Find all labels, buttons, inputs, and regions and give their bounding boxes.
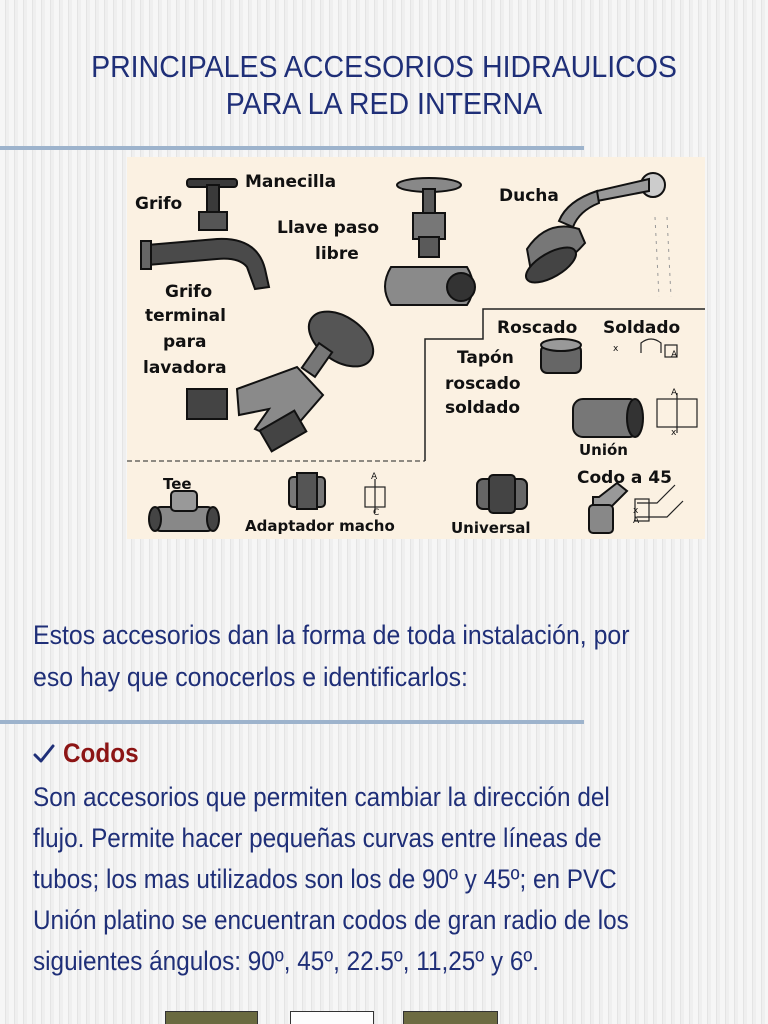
section-title: Codos [63,738,139,768]
tee-drawing [149,491,219,531]
universal-union-drawing [477,475,527,513]
intro-line-1: Estos accesorios dan la forma de toda instalación, por [33,620,630,650]
label-ducha: Ducha [499,186,559,206]
intro-line-2: eso hay que conocerlos e identificarlos: [33,662,468,692]
gate-valve-drawing [385,178,475,305]
body-line-5: siguientes ángulos: 90º, 45º, 22.5º, 11,25º y 6º. [33,946,539,976]
label-lavadora-1: Grifo [165,282,213,302]
fittings-drawing [127,157,705,539]
label-codo-45: Codo a 45 [577,468,672,488]
dim-label-a-3: A [371,472,378,482]
label-soldado: Soldado [603,318,681,338]
divider-middle [0,720,584,724]
label-grifo: Grifo [135,194,183,214]
label-universal: Universal [451,519,531,537]
label-roscado: Roscado [497,318,578,338]
cap-drawing [541,339,581,373]
dim-label-x-1: x [613,344,619,354]
thumbnail-image-1 [165,1011,258,1024]
title-line-2: PARA LA RED INTERNA [225,86,543,121]
label-tee: Tee [163,475,192,493]
male-adapter-drawing [289,473,325,509]
dim-label-a-2: A [671,388,678,398]
body-line-3: tubos; los mas utilizados son los de 90º y 45º; en PVC [33,864,617,894]
dim-label-c: C [373,508,380,518]
dim-label-x-3: x [633,506,639,516]
union-drawing [573,399,643,437]
elbow-45-drawing [589,483,627,533]
label-tapon-1: Tapón [457,348,514,368]
thumbnail-image-2 [290,1011,374,1024]
intro-paragraph [33,614,686,698]
label-union: Unión [579,441,628,459]
label-manecilla: Manecilla [245,172,337,192]
label-tapon-3: soldado [445,398,521,418]
title-line-1: PRINCIPALES ACCESORIOS HIDRAULICOS [91,49,677,84]
divider-top [0,146,584,150]
label-lavadora-4: lavadora [143,358,227,378]
thumbnail-image-3 [403,1011,498,1024]
dim-label-x-2: x [671,428,677,438]
body-line-1: Son accesorios que permiten cambiar la dirección del [33,782,610,812]
checkmark-icon [33,743,55,765]
label-llave-libre: libre [315,244,359,264]
slide-title [31,48,738,122]
label-tapon-2: roscado [445,374,521,394]
label-adaptador: Adaptador macho [245,517,395,535]
label-llave-paso: Llave paso [277,218,380,238]
label-lavadora-3: para [163,332,207,352]
dim-label-a-1: A [671,350,678,360]
dim-label-a-4: A [633,516,640,526]
body-line-2: flujo. Permite hacer pequeñas curvas entre líneas de [33,823,602,853]
fittings-illustration [127,157,705,539]
label-lavadora-2: terminal [145,306,226,326]
dimension-diagrams [365,339,697,521]
body-line-4: Unión platino se encuentran codos de gran radio de los [33,905,629,935]
section-body [33,777,717,982]
section-heading [33,738,147,769]
